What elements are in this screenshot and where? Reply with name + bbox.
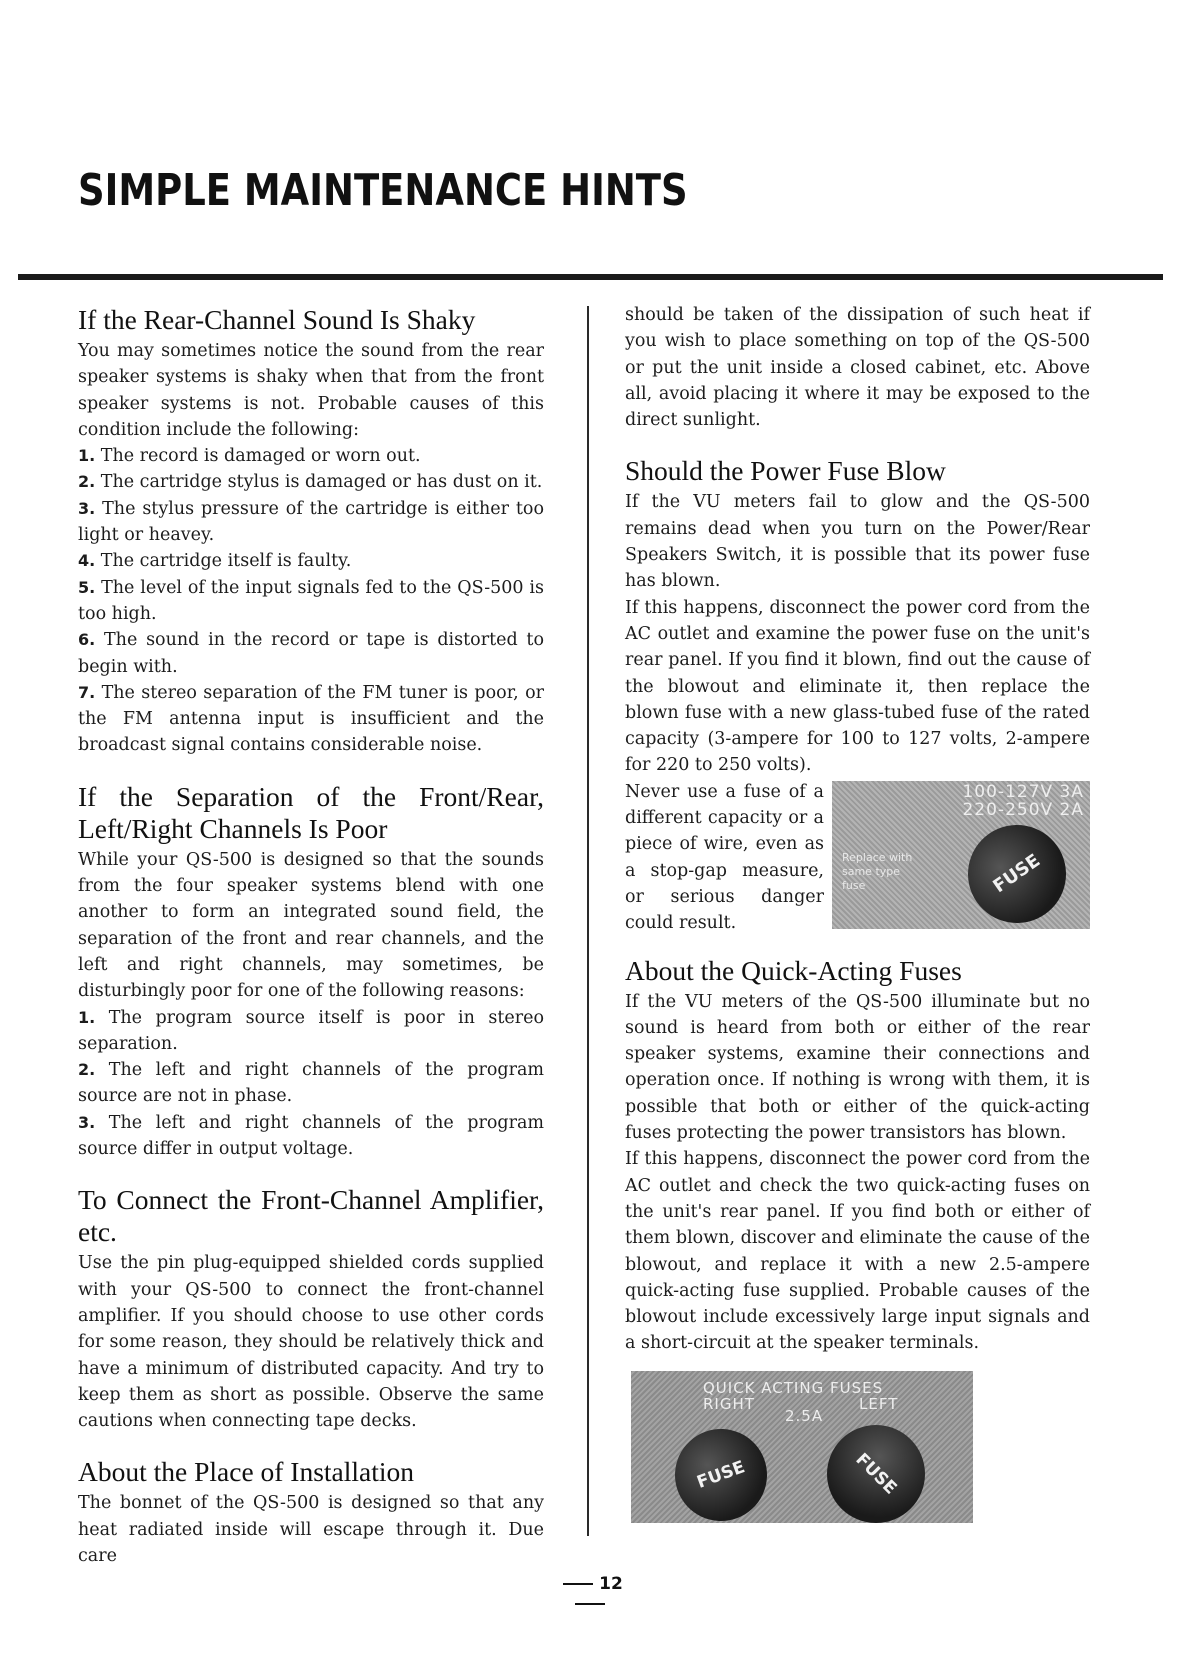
item-number: 1.	[78, 1007, 96, 1027]
dash-divider	[563, 1583, 593, 1585]
list-item	[78, 548, 544, 574]
section-power-fuse	[625, 455, 1090, 936]
list-item	[78, 575, 544, 628]
right-column	[625, 302, 1090, 1523]
list-item	[78, 1110, 544, 1163]
fuse-rating-label	[962, 783, 1084, 819]
item-text: The cartridge stylus is damaged or has dust on it.	[100, 472, 543, 493]
page-title: SIMPLE MAINTENANCE HINTS	[78, 165, 688, 216]
page-number-text: 12	[599, 1574, 623, 1594]
section-paragraph: If this happens, disconnect the power cord from the AC outlet and examine the power fuse on the unit's rear panel. If you find it blown, find out the cause of the blowout and eliminate it, then replace the blown fuse with a new glass-tubed fuse of the rated capacity (3-ampere for 100 to 127 volts, 2-ampere for 220 to 250 volts).	[625, 597, 1090, 776]
fuse-cap-icon: FUSE	[662, 1416, 780, 1523]
section-installation	[78, 1456, 544, 1569]
item-text: The record is damaged or worn out.	[100, 446, 421, 467]
power-fuse-photo	[832, 781, 1090, 929]
item-number: 5.	[78, 577, 96, 597]
quick-fuses-photo	[631, 1371, 973, 1523]
section-heading: If the Rear-Channel Sound Is Shaky	[78, 304, 476, 335]
left-label: LEFT	[859, 1394, 899, 1413]
section-quick-fuses	[625, 955, 1090, 1523]
section-intro: You may sometimes notice the sound from the rear speaker systems is shaky when that from the front speaker systems is not. Probable causes of this condition include the following:	[78, 341, 544, 440]
list-item	[78, 627, 544, 680]
list-item	[78, 1057, 544, 1110]
section-paragraph: If the VU meters of the QS-500 illuminate but no sound is heard from both or either of the rear speaker systems, examine their connections and operation once. If nothing is wrong with them, it is possible that both or either of the quick-acting fuses protecting the power transistors has blown.	[625, 991, 1090, 1144]
item-number: 2.	[78, 1060, 96, 1080]
note-line: Replace with	[842, 850, 913, 864]
item-text: The cartridge itself is faulty.	[100, 551, 352, 572]
note-line: same type	[842, 864, 901, 878]
rating-line: 100-127V 3A	[962, 781, 1084, 802]
section-heading: About the Quick-Acting Fuses	[625, 954, 962, 986]
fuse-cap-icon: FUSE	[949, 806, 1085, 929]
section-connect-front	[78, 1184, 544, 1434]
item-number: 3.	[78, 498, 96, 518]
section-paragraph: If the VU meters fail to glow and the QS-500 remains dead when you turn on the Power/Rear Speakers Switch, it is possible that its power fuse has blown.	[625, 492, 1090, 592]
item-number: 4.	[78, 551, 96, 571]
list-item	[78, 680, 544, 759]
title-rule	[18, 274, 1163, 280]
replace-note	[842, 851, 912, 893]
item-number: 3.	[78, 1112, 96, 1132]
section-paragraph: If this happens, disconnect the power cord from the AC outlet and check the two quick-acting fuses on the unit's rear panel. If you find both or either of them blown, discover and eliminate the cause of the blowout, and replace it with a new 2.5-ampere quick-acting fuse supplied. Probable causes of the blowout include excessively large input signals and a short-circuit at the speaker terminals.	[625, 1149, 1090, 1354]
list-item	[78, 469, 544, 495]
section-heading: Should the Power Fuse Blow	[625, 455, 946, 487]
section-heading: To Connect the Front-Channel Amplifier, etc.	[78, 1184, 544, 1248]
section-body: The bonnet of the QS-500 is designed so that any heat radiated inside will escape through it. Due care	[78, 1493, 544, 1566]
item-number: 6.	[78, 630, 96, 650]
item-number: 1.	[78, 446, 96, 466]
item-text: The left and right channels of the program source are not in phase.	[78, 1060, 544, 1107]
note-line: fuse	[842, 878, 866, 892]
item-number: 7.	[78, 682, 96, 702]
photo-title: QUICK ACTING FUSES	[703, 1378, 884, 1397]
left-column	[78, 300, 544, 1569]
section-separation	[78, 781, 544, 1163]
section-heading: About the Place of Installation	[78, 1456, 415, 1488]
item-number: 2.	[78, 472, 96, 492]
section-paragraph: Never use a fuse of a different capacity or a piece of wire, even as a stop-gap measure, or serious danger could result.	[625, 781, 824, 934]
list-item	[78, 1005, 544, 1058]
rating-line: 220-250V 2A	[962, 799, 1084, 820]
section-body: Use the pin plug-equipped shielded cords supplied with your QS-500 to connect the front-channel amplifier. If you should choose to use other cords for some reason, they should be relatively thick and have a minimum of distributed capacity. And try to keep them as short as possible. Observe the same cautions when connecting tape decks.	[78, 1253, 544, 1432]
section-heading: If the Separation of the Front/Rear, Left/Right Channels Is Poor	[78, 780, 544, 844]
dash-divider	[575, 1603, 605, 1605]
section-intro: While your QS-500 is designed so that the sounds from the four speaker systems blend with one another to form an integrated sound field, the separation of the front and rear channels, and the left and right channels, may sometimes, be disturbingly poor for one of the following reasons:	[78, 849, 544, 1002]
list-item	[78, 443, 544, 469]
item-text: The stereo separation of the FM tuner is poor, or the FM antenna input is insufficient and the broadcast signal contains considerable noise.	[78, 682, 544, 756]
item-text: The level of the input signals fed to the QS-500 is too high.	[78, 577, 544, 624]
item-text: The left and right channels of the program source differ in output voltage.	[78, 1112, 544, 1160]
section-rear-shaky	[78, 304, 544, 759]
fuse-cap-icon: FUSE	[807, 1404, 946, 1522]
item-text: The stylus pressure of the cartridge is either too light or heavey.	[78, 498, 544, 546]
rating-label: 2.5A	[785, 1406, 824, 1425]
item-text: The sound in the record or tape is distorted to begin with.	[78, 630, 544, 677]
installation-continued: should be taken of the dissipation of such heat if you wish to place something on top of the QS-500 or put the unit inside a closed cabinet, etc. Above all, avoid placing it where it may be exposed to the direct sunlight.	[625, 305, 1090, 431]
item-text: The program source itself is poor in stereo separation.	[78, 1007, 544, 1054]
page-number	[540, 1574, 640, 1614]
list-item	[78, 496, 544, 549]
right-label: RIGHT	[703, 1394, 755, 1413]
column-divider	[587, 306, 589, 1536]
